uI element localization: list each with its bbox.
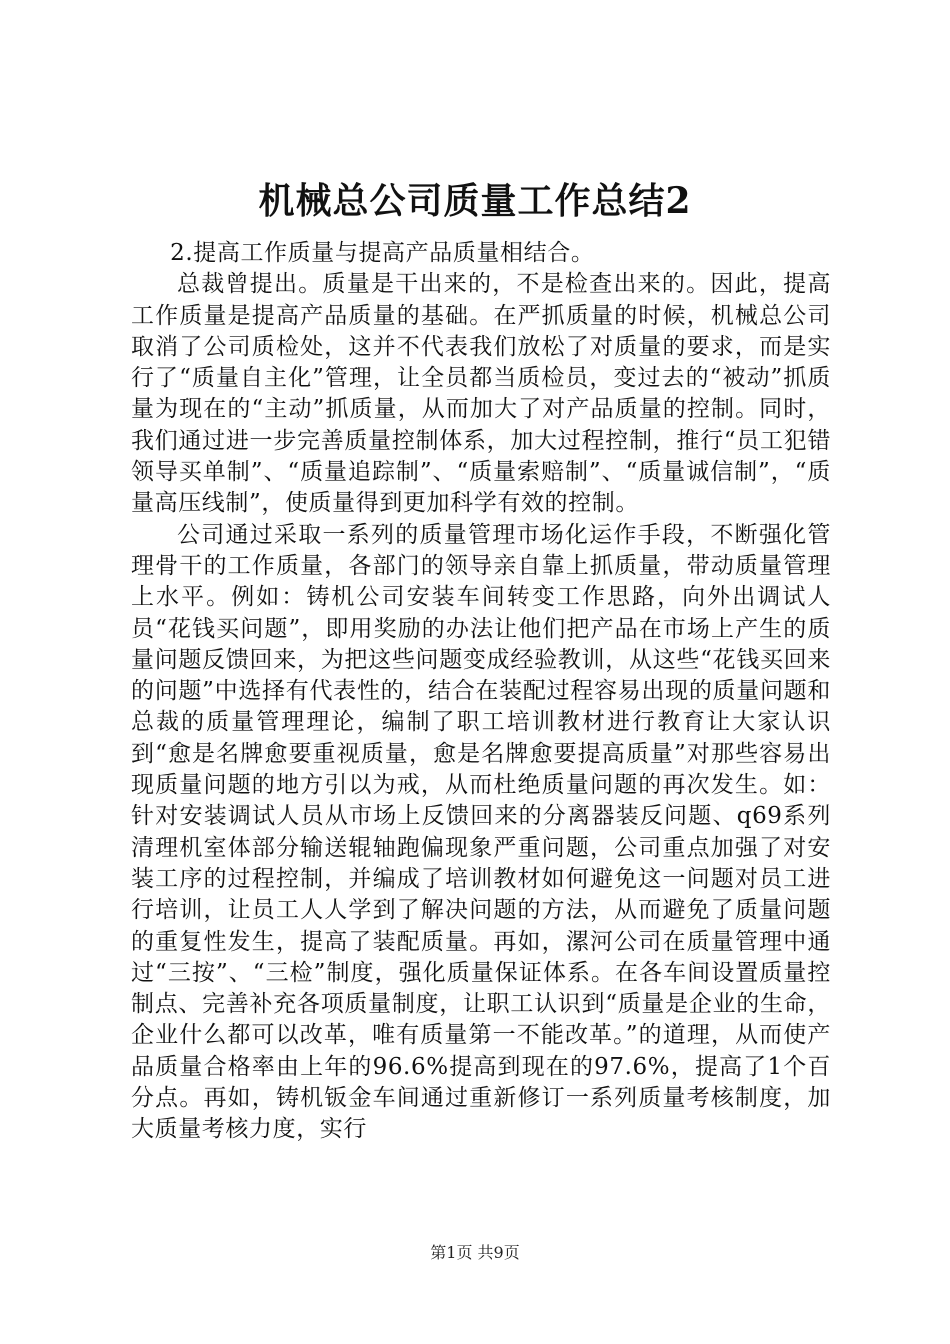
paragraph-2: 总裁曾提出。质量是干出来的，不是检查出来的。因此，提高工作质量是提高产品质量的基础。在严抓质量的时候，机械总公司取消了公司质检处，这并不代表我们放松了对质量的要求，而是实行了“质量自主化”管理，让全员都当质检员，变过去的“被动”抓质量为现在的“主动”抓质量，从而加大了对产品质量的控制。同时，我们通过进一步完善质量控制体系，加大过程控制，推行“员工犯错领导买单制”、“质量追踪制”、“质量索赔制”、“质量诚信制”，“质量高压线制”，使质量得到更加科学有效的控制。 — [131, 271, 831, 517]
paragraph-1: 2.提高工作质量与提高产品质量相结合。 — [170, 240, 595, 266]
document-body — [131, 238, 831, 1146]
paragraph-3: 公司通过采取一系列的质量管理市场化运作手段，不断强化管理骨干的工作质量，各部门的领导亲自靠上抓质量，带动质量管理上水平。例如：铸机公司安装车间转变工作思路，向外出调试人员“花钱买问题”，即用奖励的办法让他们把产品在市场上产生的质量问题反馈回来，为把这些问题变成经验教训，从这些“花钱买回来的问题”中选择有代表性的，结合在装配过程容易出现的质量问题和总裁的质量管理理论，编制了职工培训教材进行教育让大家认识到“愈是名牌愈要重视质量，愈是名牌愈要提高质量”对那些容易出现质量问题的地方引以为戒，从而杜绝质量问题的再次发生。如：针对安装调试人员从市场上反馈回来的分离器装反问题、q69系列清理机室体部分输送辊轴跑偏现象严重问题，公司重点加强了对安装工序的过程控制，并编成了培训教材如何避免这一问题对员工进行培训，让员工人人学到了解决问题的方法，从而避免了质量问题的重复性发生，提高了装配质量。再如，漯河公司在质量管理中通过“三按”、“三检”制度，强化质量保证体系。在各车间设置质量控制点、完善补充各项质量制度，让职工认识到“质量是企业的生命，企业什么都可以改革，唯有质量第一不能改革。”的道理，从而使产品质量合格率由上年的96.6%提高到现在的97.6%，提高了1个百分点。再如，铸机钣金车间通过重新修订一系列质量考核制度，加大质量考核力度，实行 — [131, 521, 831, 1143]
page-number-footer: 第1页 共9页 — [430, 1243, 520, 1262]
document-title: 机械总公司质量工作总结2 — [258, 180, 692, 222]
